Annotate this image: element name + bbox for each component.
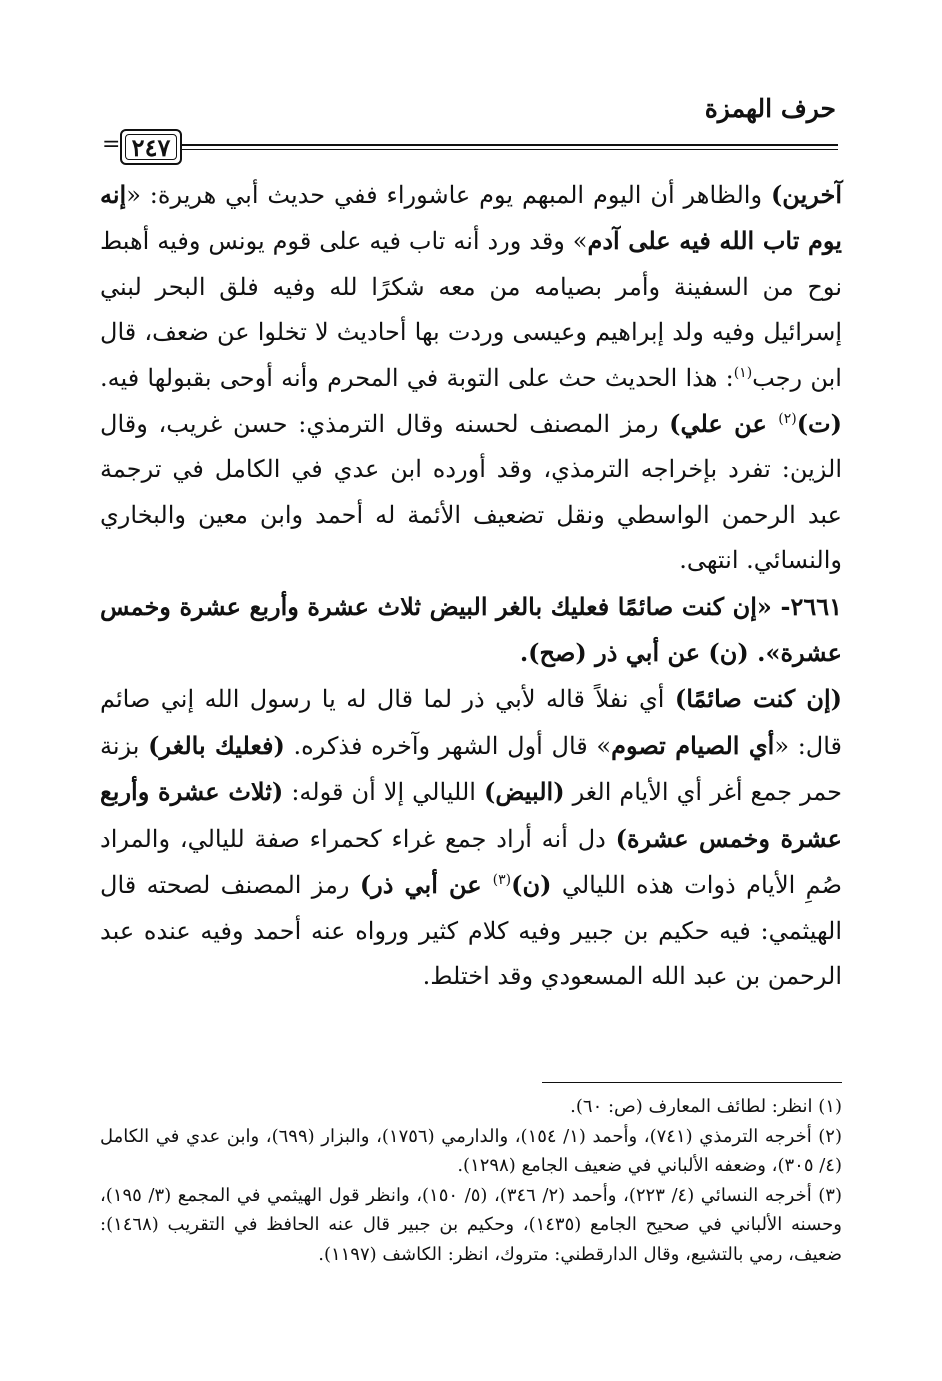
page-number-dash: = xyxy=(102,132,121,157)
bold-span: (ثلاث عشرة وأربع عشرة وخمس عشرة) xyxy=(100,777,842,853)
bold-span: (البيض) xyxy=(483,777,565,807)
text-span: » قال أول الشهر وآخره فذكره. xyxy=(284,731,612,760)
source-code: (ن) xyxy=(511,870,552,900)
text-span: : هذا الحديث حث على التوبة في المحرم وأنه أوحى بقبولها فيه. xyxy=(100,363,734,392)
page-number: ٢٤٧ xyxy=(120,129,182,165)
footnote-rule xyxy=(542,1082,842,1083)
footnote-1: (١) انظر: لطائف المعارف (ص: ٦٠). xyxy=(570,1096,842,1117)
text-span: والظاهر أن اليوم المبهم يوم عاشوراء ففي حديث أبي هريرة: « xyxy=(126,181,771,209)
text-span: » وقد ورد أنه تاب فيه على قوم يونس وفيه أهبط نوح من السفينة وأمر بصيامه من معه شكرًا لله وفيه فلق البحر لبني إسرائيل وفيه ولد إبراهيم وعيسى وردت بها أحاديث لا تخلوا عن ضعف، قال ابن رجب xyxy=(100,227,842,392)
footnote-ref: (١) xyxy=(733,364,753,381)
footnote-ref: (٣) xyxy=(492,872,512,889)
text-span: أي نفلاً قاله لأبي ذر لما قال له يا رسول الله إني صائم قال: « xyxy=(100,685,843,760)
text-span: رمز المصنف لحسنه وقال الترمذي: حسن غريب، وقال الزين: تفرد بإخراجه الترمذي، وقد أورده ابن عدي في الكامل في ترجمة عبد الرحمن الواسطي ونقل تضعيف الأئمة له أحمد وابن معين والبخاري والنسائي. انتهى. xyxy=(100,410,842,575)
footnote-ref: (٢) xyxy=(778,411,797,428)
hadith-entry-2661 xyxy=(100,584,842,677)
main-text xyxy=(100,172,842,999)
bold-span: (فعليك بالغر) xyxy=(148,730,285,760)
hadith-quote: أي الصيام تصوم xyxy=(611,730,775,760)
footnote-2: (٢) أخرجه الترمذي (٧٤١)، وأحمد (١/ ١٥٤)، والدارمي (١٧٥٦)، والبزار (٦٩٩)، وابن عدي في الكامل (٤/ ٣٠٥)، وضعفه الألباني في ضعيف الجامع (١٢٩٨). xyxy=(100,1125,842,1176)
text-span: دل أنه أراد جمع غراء كحمراء صفة لليالي، والمراد صُمِ الأيام ذوات هذه الليالي xyxy=(100,824,843,900)
paragraph-commentary-2 xyxy=(100,676,842,999)
bold-span: (إن كنت صائمًا) xyxy=(674,684,842,714)
text-span: رمز المصنف لصحته قال الهيثمي: فيه حكيم بن جبير وفيه كلام كثير ورواه عنه أحمد وفيه عنده عبد الرحمن بن عبد الله المسعودي وقد اختلط. xyxy=(100,871,842,990)
footnotes xyxy=(100,1092,842,1269)
header-rule-thin xyxy=(182,149,838,150)
narrator: عن أبي ذر) xyxy=(359,870,493,900)
footnote-3: (٣) أخرجه النسائي (٤/ ٢٢٣)، وأحمد (٢/ ٣٤٦)، (٥/ ١٥٠)، وانظر قول الهيثمي في المجمع (٣/ ١٩٥)، وحسنه الألباني في صحيح الجامع (١٤٣٥)، وحكيم بن جبير قال عنه الحافظ في التقريب (١٤٦٨): ضعيف، رمي بالتشيع، وقال الدارقطني: متروك، انظر: الكاشف (١١٩٧). xyxy=(100,1184,842,1265)
source-code: (ت) xyxy=(796,409,842,439)
bold-span: آخرين) xyxy=(770,180,842,209)
paragraph-commentary-1 xyxy=(100,172,842,584)
hadith-quote: إنه يوم تاب الله فيه على آدم xyxy=(100,180,842,256)
text-span: بزنة حمر جمع أغر أي الأيام الغر xyxy=(100,731,843,807)
narrator: عن علي) xyxy=(669,409,779,439)
text-span: الليالي إلا أن قوله: xyxy=(283,778,484,807)
hadith-text: ٢٦٦١- «إن كنت صائمًا فعليك بالغر البيض ثلاث عشرة وأربع عشرة وخمس عشرة». (ن) عن أبي ذر (صح). xyxy=(100,591,842,668)
header-rule xyxy=(182,144,838,146)
running-header-title: حرف الهمزة xyxy=(704,94,836,123)
